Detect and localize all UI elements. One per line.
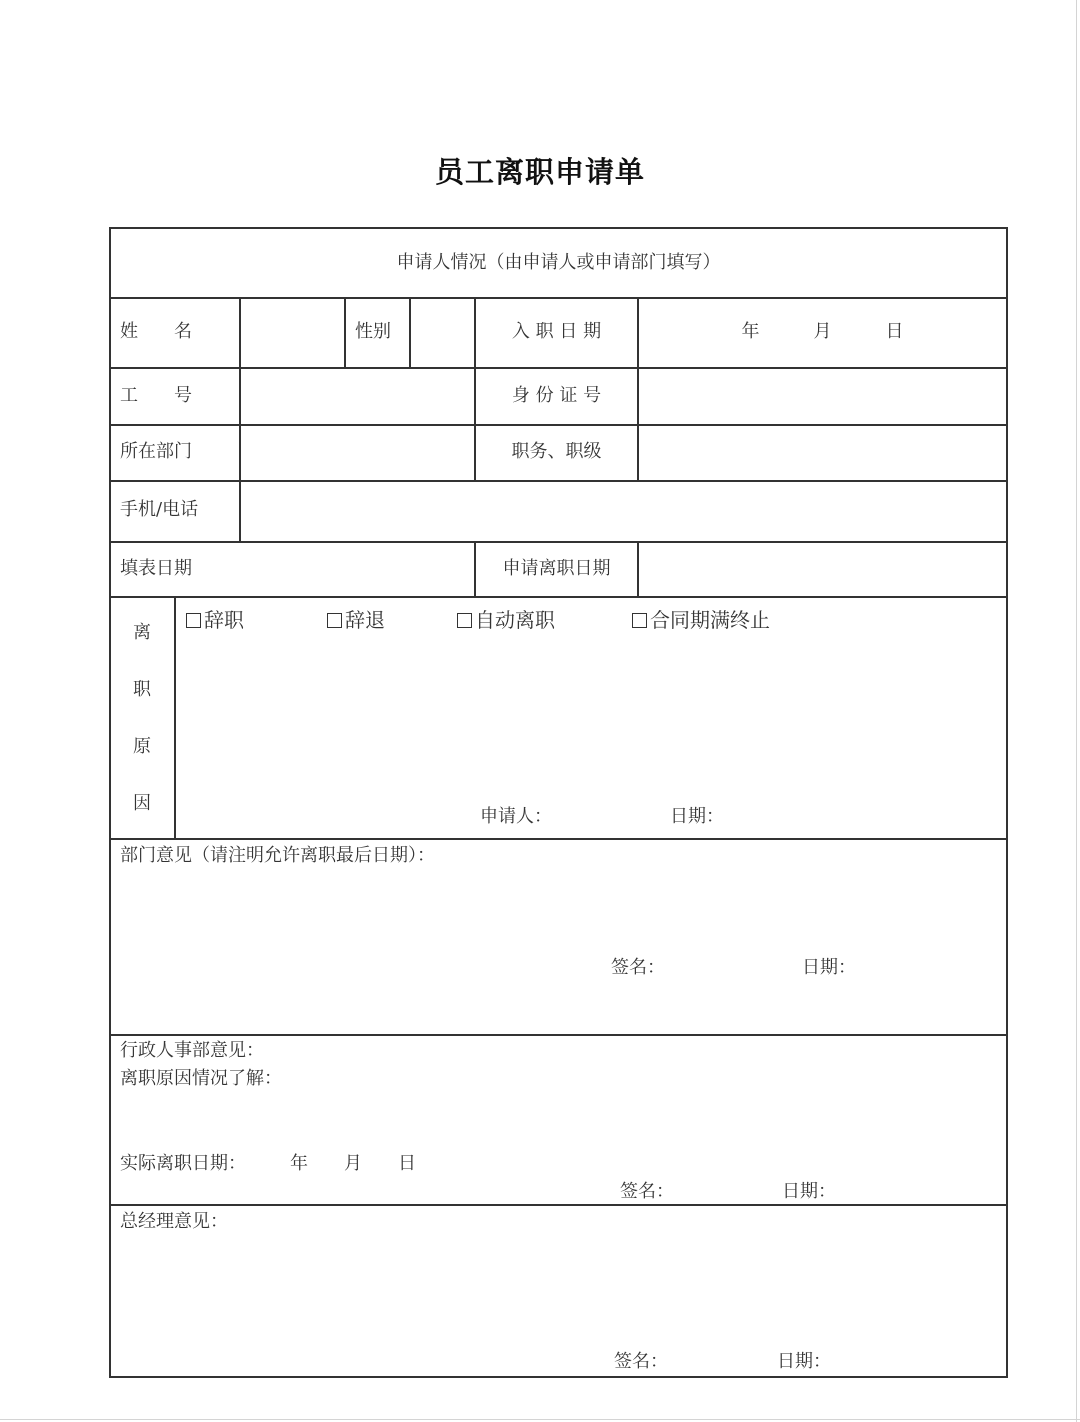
department-field[interactable] (241, 426, 474, 480)
hr-reason-label: 离职原因情况了解： (120, 1068, 282, 1089)
option-label: 自动离职 (475, 608, 555, 632)
reason-label-char: 离 (133, 622, 151, 643)
option-dismissal[interactable] (327, 610, 385, 630)
employee-no-field[interactable] (241, 369, 474, 424)
option-label: 合同期满终止 (650, 608, 770, 632)
option-contract-expiry[interactable] (632, 610, 770, 630)
section-header: 申请人情况（由申请人或申请部门填写） (396, 252, 721, 273)
name-label: 姓 名 (120, 321, 192, 342)
hire-date-label: 入 职 日 期 (511, 321, 602, 342)
checkbox-icon[interactable] (457, 613, 472, 628)
actual-leave-date-label: 实际离职日期： (120, 1153, 246, 1174)
checkbox-icon[interactable] (632, 613, 647, 628)
resignation-form (109, 227, 1008, 1377)
row-divider (109, 1034, 1008, 1036)
gender-label: 性别 (355, 321, 391, 342)
gm-opinion-label: 总经理意见： (120, 1211, 228, 1232)
dept-opinion-label: 部门意见（请注明允许离职最后日期）： (120, 845, 435, 866)
dept-sign-label: 签名： (611, 957, 665, 978)
gm-sign-label: 签名： (614, 1351, 668, 1372)
gm-date-label: 日期： (777, 1351, 831, 1372)
fill-date-field[interactable] (241, 543, 474, 596)
row-divider (109, 596, 1008, 598)
phone-field[interactable] (241, 482, 1006, 541)
hr-date-label: 日期： (782, 1181, 836, 1202)
id-no-field[interactable] (639, 369, 1006, 424)
name-field[interactable] (241, 299, 344, 367)
gm-opinion-area[interactable] (111, 1237, 1006, 1347)
phone-label: 手机/电话 (120, 499, 199, 520)
actual-leave-date-field[interactable]: 年 月 日 (290, 1153, 416, 1174)
position-label: 职务、职级 (511, 441, 602, 462)
reason-label-char: 因 (133, 793, 151, 814)
applicant-label: 申请人： (480, 806, 552, 827)
dept-date-label: 日期： (802, 957, 856, 978)
employee-no-label: 工 号 (120, 385, 192, 406)
leave-date-label: 申请离职日期 (502, 558, 611, 579)
hire-date-field[interactable]: 年 月 日 (741, 321, 904, 342)
option-label: 辞退 (345, 608, 385, 632)
page-edge-right (1076, 0, 1077, 1422)
page-edge-bottom (0, 1419, 1080, 1420)
position-field[interactable] (639, 426, 1006, 480)
id-no-label: 身 份 证 号 (511, 385, 602, 406)
dept-opinion-area[interactable] (111, 872, 1006, 952)
reason-label-char: 原 (133, 736, 151, 757)
department-label: 所在部门 (120, 441, 192, 462)
reason-text-area[interactable] (176, 637, 1006, 807)
border-bottom (109, 1376, 1008, 1378)
fill-date-label: 填表日期 (120, 558, 192, 579)
hr-opinion-label: 行政人事部意见： (120, 1040, 264, 1061)
border-top (109, 227, 1008, 229)
option-label: 辞职 (204, 608, 244, 632)
option-resign[interactable] (186, 610, 244, 630)
gender-field[interactable] (411, 299, 474, 367)
option-voluntary-leave[interactable] (457, 610, 555, 630)
row-divider (109, 838, 1008, 840)
hr-opinion-area[interactable] (111, 1093, 1006, 1148)
form-title: 员工离职申请单 (434, 155, 645, 189)
hr-sign-label: 签名： (620, 1181, 674, 1202)
checkbox-icon[interactable] (327, 613, 342, 628)
reason-label-char: 职 (133, 679, 151, 700)
col-divider (344, 297, 346, 367)
leave-date-field[interactable] (639, 543, 1006, 596)
row-divider (109, 1204, 1008, 1206)
checkbox-icon[interactable] (186, 613, 201, 628)
applicant-date-label: 日期： (670, 806, 724, 827)
